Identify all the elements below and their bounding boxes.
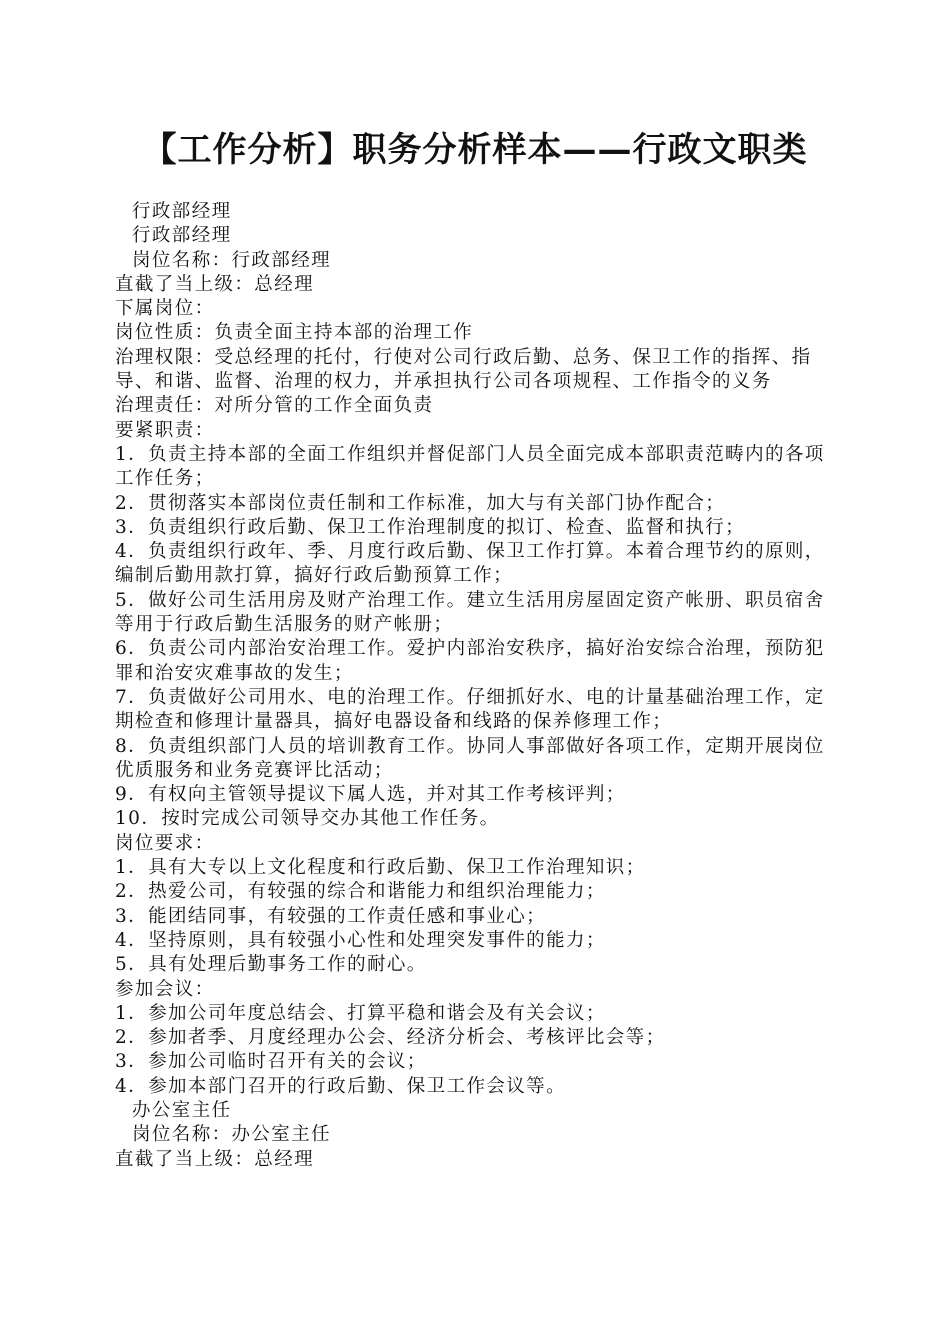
document-line: 10．按时完成公司领导交办其他工作任务。 (115, 808, 500, 830)
document-line: 参加会议： (115, 978, 215, 1000)
document-line: 直截了当上级：总经理 (115, 1148, 315, 1170)
document-line: 1．参加公司年度总结会、打算平稳和谐会及有关会议； (115, 1002, 606, 1024)
document-line: 9．有权向主管领导提议下属人选，并对其工作考核评判； (115, 784, 626, 806)
document-line: 5．具有处理后勤事务工作的耐心。 (115, 954, 427, 976)
document-line: 5．做好公司生活用房及财产治理工作。建立生活用房屋固定资产帐册、职员宿舍等用于行政后勤生活服务的财产帐册； (115, 589, 825, 636)
document-line: 2．贯彻落实本部岗位责任制和工作标准，加大与有关部门协作配合； (115, 492, 726, 514)
document-line: 2．热爱公司，有较强的综合和谐能力和组织治理能力； (115, 881, 606, 903)
document-line: 治理权限：受总经理的托付，行使对公司行政后勤、总务、保卫工作的指挥、指导、和谐、监督、治理的权力，并承担执行公司各项规程、工作指令的义务 (115, 346, 812, 393)
document-title: 【工作分析】职务分析样本——行政文职类 (142, 130, 808, 170)
document-line: 3．负责组织行政后勤、保卫工作治理制度的拟订、检查、监督和执行； (115, 516, 746, 538)
document-line: 岗位性质：负责全面主持本部的治理工作 (115, 322, 474, 344)
document-line: 2．参加者季、月度经理办公会、经济分析会、考核评比会等； (115, 1027, 666, 1049)
document-line: 岗位要求： (115, 832, 215, 854)
document-line: 直截了当上级：总经理 (115, 273, 315, 295)
document-line: 3．能团结同事，有较强的工作责任感和事业心； (115, 905, 547, 927)
document-line: 下属岗位： (115, 298, 215, 320)
document-line: 行政部经理 (132, 225, 232, 247)
document-line: 治理责任：对所分管的工作全面负责 (115, 395, 434, 417)
document-line: 1．具有大专以上文化程度和行政后勤、保卫工作治理知识； (115, 857, 646, 879)
document-line: 6．负责公司内部治安治理工作。爱护内部治安秩序，搞好治安综合治理，预防犯罪和治安灾难事故的发生； (115, 638, 825, 684)
document-line: 岗位名称：行政部经理 (132, 249, 332, 271)
document-line: 7．负责做好公司用水、电的治理工作。仔细抓好水、电的计量基础治理工作，定期检查和修理计量器具，搞好电器设备和线路的保养修理工作； (115, 686, 825, 733)
document-line: 8．负责组织部门人员的培训教育工作。协同人事部做好各项工作，定期开展岗位优质服务和业务竞赛评比活动； (115, 735, 825, 781)
document-line: 4．参加本部门召开的行政后勤、保卫工作会议等。 (115, 1075, 566, 1097)
document-body (115, 200, 835, 1172)
document-line: 4．负责组织行政年、季、月度行政后勤、保卫工作打算。本着合理节约的原则，编制后勤用款打算，搞好行政后勤预算工作； (115, 541, 825, 587)
document-line: 岗位名称：办公室主任 (132, 1124, 332, 1146)
document-line: 要紧职责： (115, 419, 215, 441)
document-line: 4．坚持原则，具有较强小心性和处理突发事件的能力； (115, 929, 606, 951)
document-line: 办公室主任 (132, 1099, 232, 1121)
document-line: 行政部经理 (132, 201, 232, 222)
document-line: 3．参加公司临时召开有关的会议； (115, 1051, 427, 1073)
document-line: 1．负责主持本部的全面工作组织并督促部门人员全面完成本部职责范畴内的各项工作任务； (115, 443, 825, 490)
